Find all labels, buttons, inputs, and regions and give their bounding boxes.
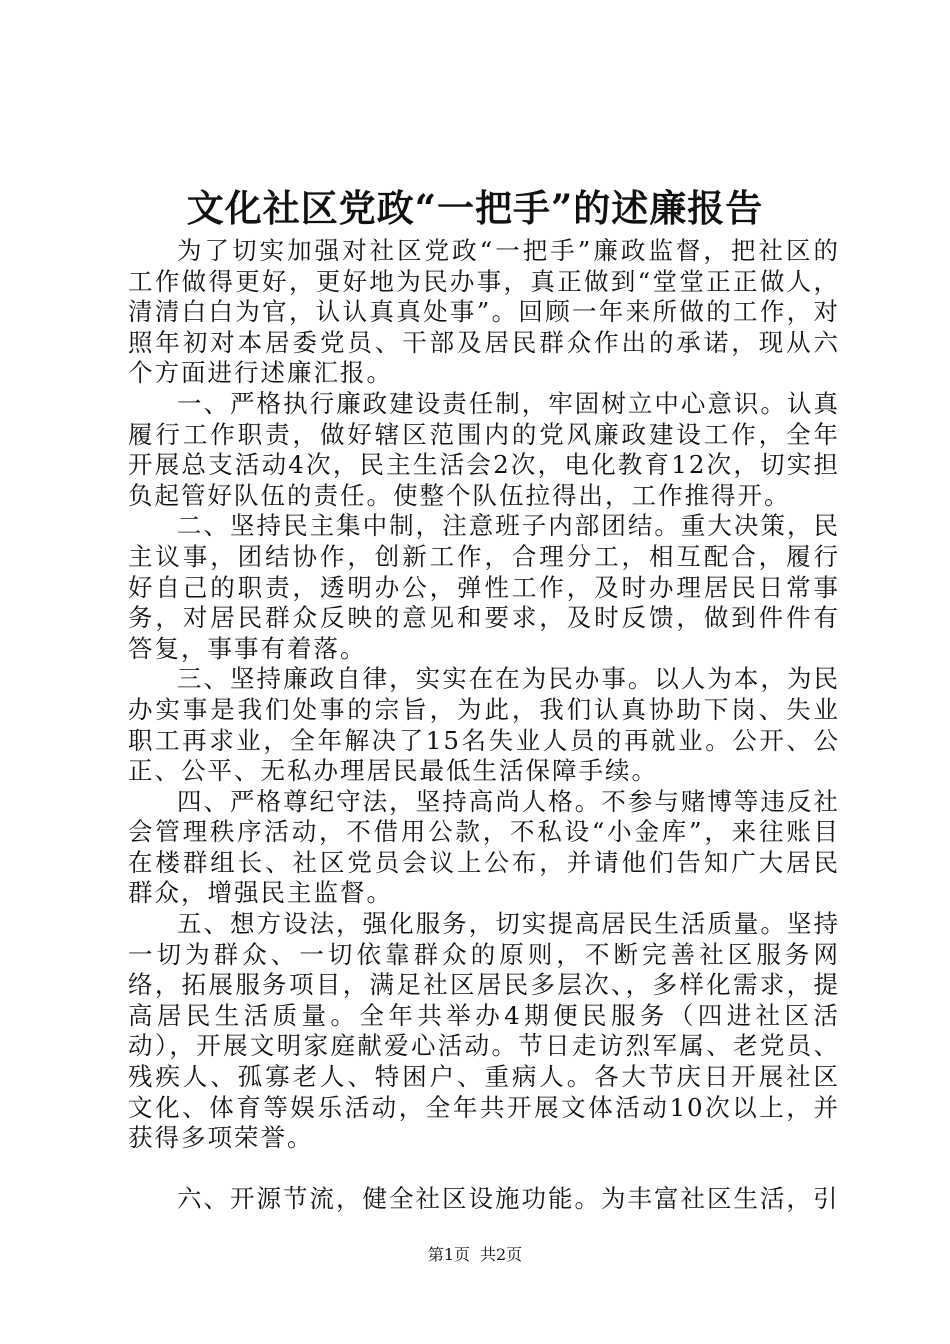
page-number-current: 第1页 — [427, 1245, 470, 1264]
document-body — [128, 236, 840, 1215]
paragraph-section-4: 四、严格尊纪守法，坚持高尚人格。不参与赌博等违反社会管理秩序活动，不借用公款，不私设“小金库”，来往账目在楼群组长、社区党员会议上公布，并请他们告知广大居民群众，增强民主监督。 — [128, 786, 840, 908]
paragraph-intro: 为了切实加强对社区党政“一把手”廉政监督，把社区的工作做得更好，更好地为民办事，真正做到“堂堂正正做人，清清白白为官，认认真真处事”。回顾一年来所做的工作，对照年初对本居委党员、干部及居民群众作出的承诺，现从六个方面进行述廉汇报。 — [128, 236, 840, 388]
page-number-total: 共2页 — [480, 1245, 523, 1264]
paragraph-section-5: 五、想方设法，强化服务，切实提高居民生活质量。坚持一切为群众、一切依靠群众的原则，不断完善社区服务网络，拓展服务项目，满足社区居民多层次、，多样化需求，提高居民生活质量。全年共举办4期便民服务（四进社区活动），开展文明家庭献爱心活动。节日走访烈军属、老党员、残疾人、孤寡老人、特困户、重病人。各大节庆日开展社区文化、体育等娱乐活动，全年共开展文体活动10次以上，并获得多项荣誉。 — [128, 909, 840, 1153]
document-title: 文化社区党政“一把手”的述廉报告 — [186, 186, 764, 230]
paragraph-section-3: 三、坚持廉政自律，实实在在为民办事。以人为本，为民办实事是我们处事的宗旨，为此，我们认真协助下岗、失业职工再求业，全年解决了15名失业人员的再就业。公开、公正、公平、无私办理居民最低生活保障手续。 — [128, 664, 840, 786]
paragraph-section-1: 一、严格执行廉政建设责任制，牢固树立中心意识。认真履行工作职责，做好辖区范围内的党风廉政建设工作，全年开展总支活动4次，民主生活会2次，电化教育12次，切实担负起管好队伍的责任。使整个队伍拉得出，工作推得开。 — [128, 388, 840, 510]
paragraph-section-6: 六、开源节流，健全社区设施功能。为丰富社区生活，引 — [177, 1184, 840, 1214]
paragraph-section-2: 二、坚持民主集中制，注意班子内部团结。重大决策，民主议事，团结协作，创新工作，合理分工，相互配合，履行好自己的职责，透明办公，弹性工作，及时办理居民日常事务，对居民群众反映的意见和要求，及时反馈，做到件件有答复，事事有着落。 — [128, 511, 840, 663]
page-footer — [0, 1243, 950, 1267]
